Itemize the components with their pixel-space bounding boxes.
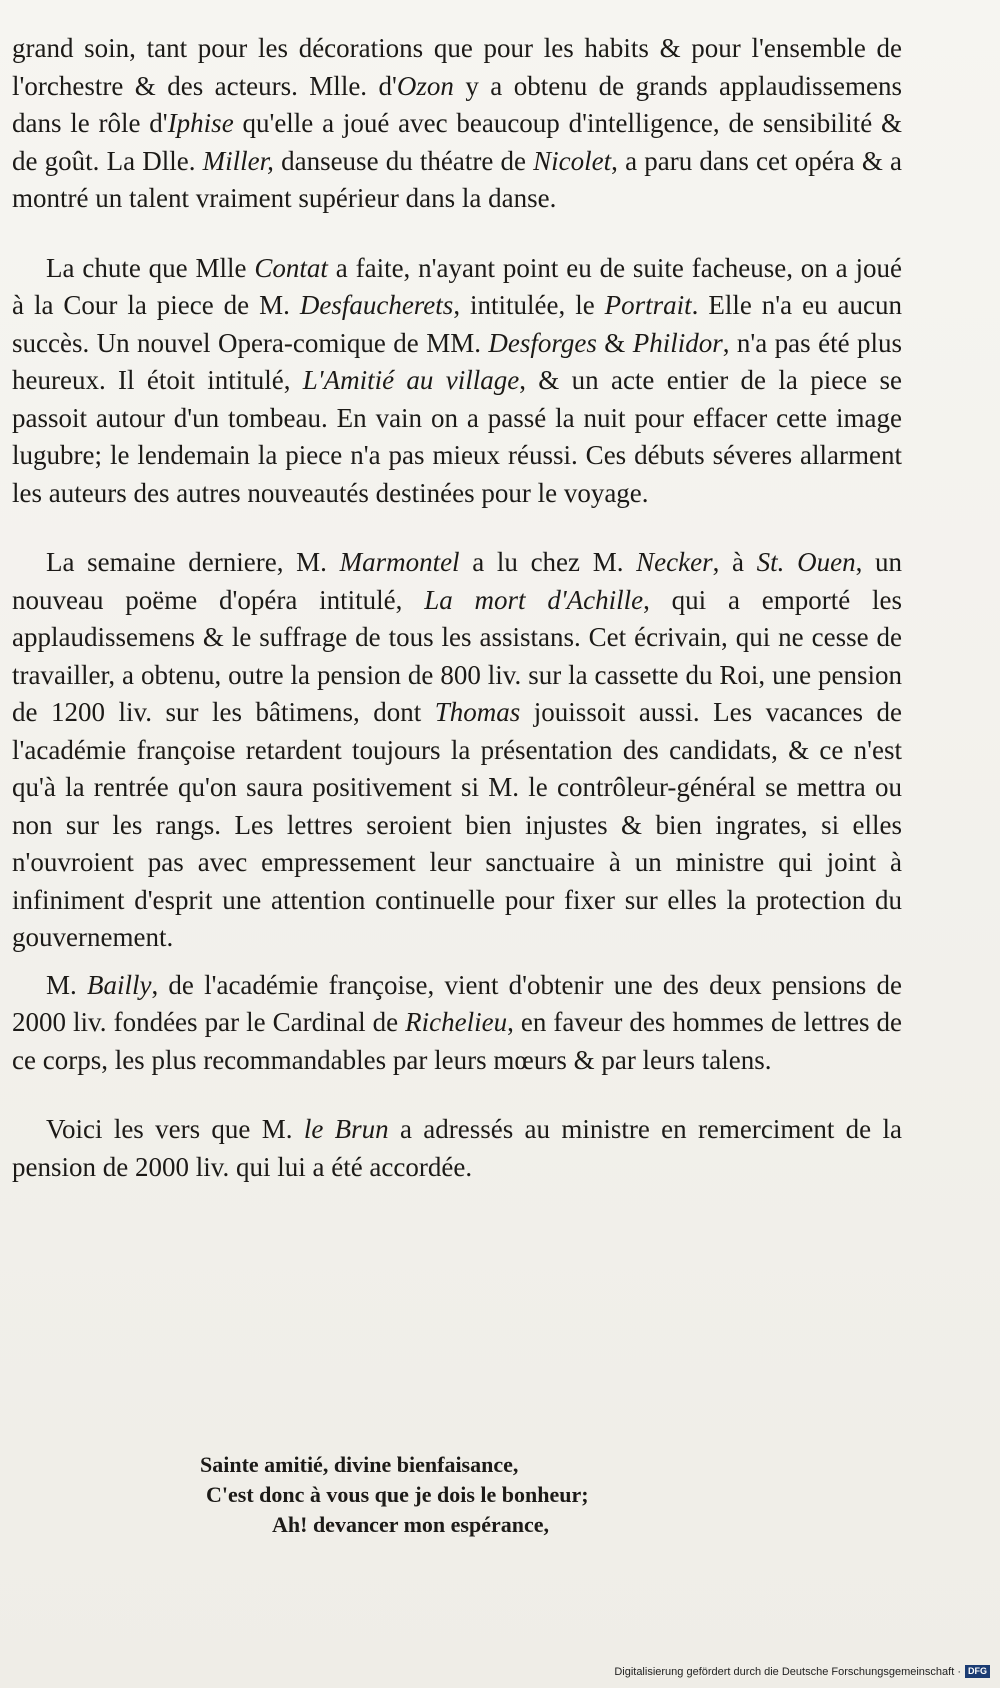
italic-text: Miller,: [202, 145, 274, 176]
italic-text: St. Ouen: [756, 547, 856, 577]
verse-line: Sainte amitié, divine bienfaisance,: [200, 1452, 519, 1477]
italic-text: Contat: [254, 252, 328, 283]
text-run: a adressés au ministre en remerciment de la pension de 2000 liv. qui lui a été accordée.: [12, 1114, 902, 1182]
paragraph-p5: [12, 1111, 902, 1186]
text-run: , à: [712, 547, 757, 577]
paragraph-p4: [12, 967, 902, 1080]
text-run: , intitulée, le: [453, 290, 605, 320]
italic-text: le Brun: [303, 1114, 389, 1144]
dfg-logo-icon: DFG: [965, 1665, 990, 1678]
text-run: y a obtenu de grands applaudissemens dans le rôle d': [12, 70, 902, 138]
italic-text: Desforges: [488, 327, 597, 358]
text-run: &: [596, 327, 633, 358]
text-run: La chute que Mlle: [46, 252, 255, 283]
italic-text: Desfaucherets: [299, 290, 454, 320]
text-run: a lu chez M.: [459, 547, 637, 577]
italic-text: Necker: [636, 547, 713, 577]
italic-text: Portrait: [604, 290, 692, 320]
text-run: a faite, n'ayant point eu de suite facheuse, on a joué à la Cour la piece de M.: [12, 252, 902, 320]
verse-line: Ah! devancer mon espérance,: [272, 1512, 549, 1537]
text-run: , un nouveau poëme d'opéra intitulé,: [12, 547, 903, 615]
text-run: , de l'académie françoise, vient d'obtenir une des deux pensions de 2000 liv. fondées par le Cardinal de: [12, 969, 902, 1037]
body-text: [12, 30, 902, 1218]
paragraph-p1: [12, 30, 902, 218]
text-run: grand soin, tant pour les décorations que pour les habits & pour l'ensemble de l'orchestre & des acteurs. Mlle. d': [12, 33, 902, 101]
italic-text: Iphise: [167, 108, 234, 138]
text-run: , a paru dans cet opéra & a montré un talent vraiment supérieur dans la danse.: [12, 145, 902, 213]
verse-line: C'est donc à vous que je dois le bonheur;: [206, 1482, 589, 1507]
text-run: . Elle n'a eu aucun succès. Un nouvel Opera-comique de MM.: [12, 290, 903, 358]
italic-text: Philidor: [632, 327, 723, 358]
italic-text: L'Amitié au village: [302, 365, 520, 395]
paragraph-p2: [12, 250, 902, 513]
text-run: , & un acte entier de la piece se passoit autour d'un tombeau. En vain on a passé la nuit pour effacer cette image lugubre; le lendemain la piece n'a pas mieux réussi. Ces débuts séveres allarment les auteurs des autres nouveautés destinées pour le voyage.: [12, 365, 902, 508]
text-run: La semaine derniere, M.: [46, 547, 340, 577]
italic-text: Bailly: [86, 969, 152, 1000]
italic-text: Thomas: [434, 697, 521, 727]
italic-text: La mort d'Achille: [424, 584, 644, 615]
text-run: jouissoit aussi. Les vacances de l'académie françoise retardent toujours la présentation des candidats, & ce n'est qu'à la rentrée qu'on saura positivement si M. le contrôleur-général se mettra ou non sur les rangs. Les lettres seroient bien injustes & bien ingrates, si elles n'ouvroient pas avec empressement leur sanctuaire à un ministre qui joint à infiniment d'esprit une attention continuelle pour fixer sur elles la protection du gouvernement.: [12, 697, 902, 952]
text-run: , en faveur des hommes de lettres de ce corps, les plus recommandables par leurs mœurs & par leurs talens.: [12, 1007, 902, 1075]
digitization-credit: [614, 1665, 990, 1678]
italic-text: Marmontel: [339, 547, 460, 577]
paragraph-p3: [12, 544, 902, 957]
italic-text: Nicolet: [533, 145, 612, 176]
verse-block: [200, 1450, 840, 1540]
text-run: M.: [46, 969, 87, 1000]
italic-text: Richelieu: [405, 1007, 508, 1037]
italic-text: Ozon: [396, 70, 454, 101]
text-run: Voici les vers que M.: [46, 1114, 304, 1144]
text-run: , n'a pas été plus heureux. Il étoit intitulé,: [12, 327, 902, 395]
text-run: qu'elle a joué avec beaucoup d'intelligence, de sensibilité & de goût. La Dlle.: [12, 108, 902, 176]
text-run: , qui a emporté les applaudissemens & le suffrage de tous les assistans. Cet écrivain, qui ne cesse de travailler, a obtenu, outre la pension de 800 liv. sur la cassette du Roi, une pension de 1200 liv. sur les bâtimens, dont: [12, 584, 902, 727]
text-run: danseuse du théatre de: [273, 145, 534, 176]
credit-text: Digitalisierung gefördert durch die Deutsche Forschungsgemeinschaft ·: [614, 1665, 961, 1678]
